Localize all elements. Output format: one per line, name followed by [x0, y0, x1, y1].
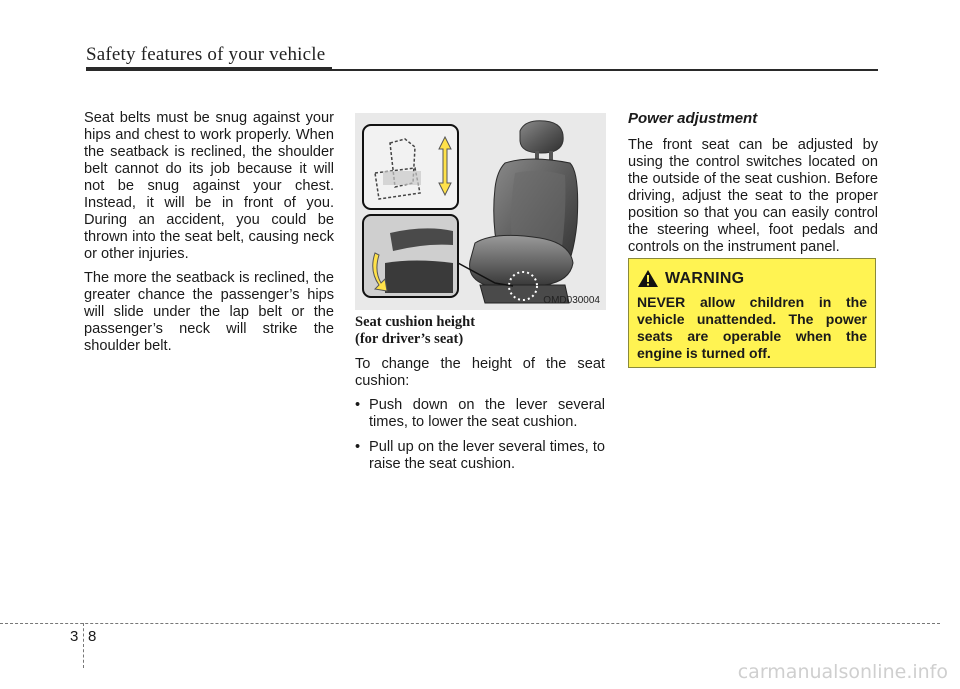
body-paragraph: The more the seatback is reclined, the greater chance the passenger’s hips will slide under the lap belt or the passenger’s neck will strike the shoulder belt. [84, 270, 334, 354]
intro-paragraph: To change the height of the seat cushion: [355, 356, 605, 389]
chapter-number: 3 [70, 628, 79, 645]
warning-text: NEVER allow children in the vehicle unattended. The power seats are operable when the engine is turned off. [637, 294, 867, 361]
bullet-list [355, 397, 605, 473]
bullet-text: Pull up on the lever several times, to raise the seat cushion. [369, 439, 605, 472]
header-rule-thick [86, 67, 332, 71]
page-number: 8 [88, 628, 97, 645]
subhead-seat-cushion [355, 314, 605, 348]
list-item [355, 439, 605, 473]
footer-rule [0, 623, 940, 624]
page-header-title: Safety features of your vehicle [86, 44, 326, 65]
header-rule-thin [332, 69, 878, 71]
right-column [628, 110, 878, 263]
bullet-glyph: • [355, 397, 361, 413]
left-column [84, 110, 334, 362]
subhead-line2: (for driver’s seat) [355, 331, 464, 347]
warning-triangle-icon [637, 269, 659, 288]
warning-header [637, 269, 867, 288]
watermark: carmanualsonline.info [737, 661, 948, 683]
section-title-power-adjustment: Power adjustment [628, 110, 758, 127]
figure-code: OMD030004 [543, 295, 600, 306]
footer-divider [83, 623, 84, 668]
body-paragraph: The front seat can be adjusted by using the control switches located on the outside of the seat cushion. Before driving, adjust the seat to the proper position so that you can easily control the steering wheel, foot pedals and controls on the instrument panel. [628, 137, 878, 255]
list-item [355, 397, 605, 431]
body-paragraph: Seat belts must be snug against your hips and chest to work properly. When the seatback is reclined, the shoulder belt cannot do its job because it will not be snug against your chest. Instead, it will be in front of you. During an accident, you could be thrown into the seat belt, causing neck or other injuries. [84, 110, 334, 262]
bullet-glyph: • [355, 439, 361, 455]
warning-box [628, 258, 876, 368]
seat-illustration [355, 113, 606, 310]
subhead-line1: Seat cushion height [355, 314, 476, 330]
seat-illustration-graphic [355, 113, 606, 310]
bullet-text: Push down on the lever several times, to lower the seat cushion. [369, 397, 605, 430]
warning-title: WARNING [665, 269, 745, 287]
middle-column [355, 314, 605, 481]
